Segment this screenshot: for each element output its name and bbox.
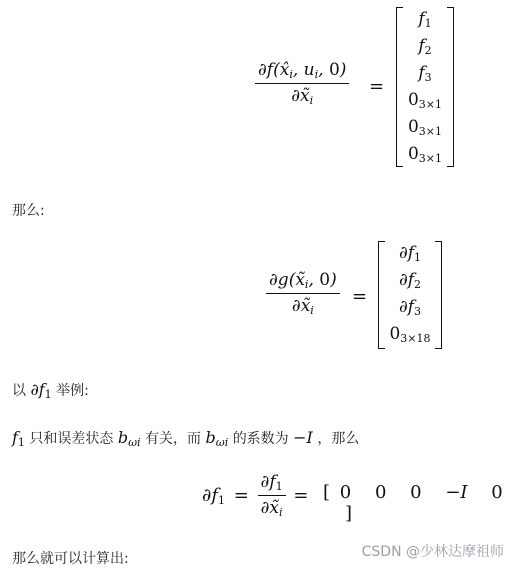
sentence-part-4: ，那么	[317, 431, 360, 447]
eq3-entry-1: 0	[339, 482, 352, 503]
eq1-cell-f1: $f_1$	[418, 9, 432, 30]
eq2-fraction	[266, 270, 340, 317]
sentence-part-1: 只和误差状态	[29, 431, 114, 447]
eq2-cell-df1: $\partial f_1$	[398, 243, 422, 264]
eq1-cell-f3: $f_3$	[418, 63, 432, 84]
eq3-fraction	[258, 472, 286, 519]
watermark: CSDN @少林达摩祖师	[361, 544, 504, 560]
eq1-numerator: ∂f(x̂i, ui, 0)	[258, 60, 347, 81]
sentence-b-omega-1: bωi	[117, 428, 141, 449]
example-suffix: 举例:	[56, 383, 89, 399]
eq3-equals-2: =	[293, 485, 309, 506]
eq3-equals-1: =	[233, 485, 249, 506]
eq2-cell-df2: $\partial f_2$	[398, 270, 422, 291]
eq3-entry-4: −I	[445, 482, 468, 503]
sentence-part-2: 有关，而	[145, 431, 202, 447]
eq2-equals: =	[352, 286, 368, 307]
example-symbol: $\partial f_1$	[30, 380, 52, 401]
eq1-cell-f2: $f_2$	[418, 36, 432, 57]
eq3-entry-3: 0	[410, 482, 422, 503]
eq2-cell-zero: $0_{3\times 18}$	[389, 324, 431, 345]
eq3-left-bracket: [	[323, 482, 331, 503]
equation-1	[255, 60, 349, 107]
eq1-equals: =	[369, 76, 385, 97]
eq1-matrix	[396, 7, 454, 167]
eq3-denominator: ∂x̃i	[260, 498, 283, 519]
eq3-lhs: $\partial f_1$	[202, 484, 225, 507]
sentence-f1: $f_1$	[12, 428, 25, 449]
sentence-minus-i: −I	[293, 428, 313, 447]
eq3-entry-5: 0	[491, 482, 503, 503]
eq1-cell-zero-3: $0_{3\times 1}$	[407, 144, 443, 165]
eq3-numerator: $\partial f_1$	[260, 472, 283, 493]
eq3-row-vector	[323, 482, 518, 524]
sentence-part-3: 的系数为	[232, 431, 289, 447]
equation-2	[266, 270, 340, 317]
eq1-cell-zero-1: $0_{3\times 1}$	[407, 90, 443, 111]
equation-3	[202, 472, 310, 519]
eq3-entry-2: 0	[374, 482, 387, 503]
text-sentence-line	[12, 428, 359, 449]
eq3-right-bracket: ]	[345, 503, 353, 524]
text-example-line	[12, 380, 89, 401]
eq1-denominator: ∂x̃i	[291, 86, 314, 107]
eq2-numerator: ∂g(x̃i, 0)	[269, 270, 337, 291]
text-then-1: 那么:	[12, 203, 45, 219]
eq2-matrix	[378, 241, 442, 349]
text-then-2: 那么就可以计算出:	[12, 551, 129, 567]
eq1-fraction	[255, 60, 349, 107]
eq1-cell-zero-2: $0_{3\times 1}$	[407, 117, 443, 138]
sentence-b-omega-2: bωi	[205, 428, 229, 449]
eq2-denominator: ∂x̃i	[291, 296, 314, 317]
example-prefix: 以	[12, 383, 26, 399]
eq2-cell-df3: $\partial f_3$	[398, 297, 422, 318]
